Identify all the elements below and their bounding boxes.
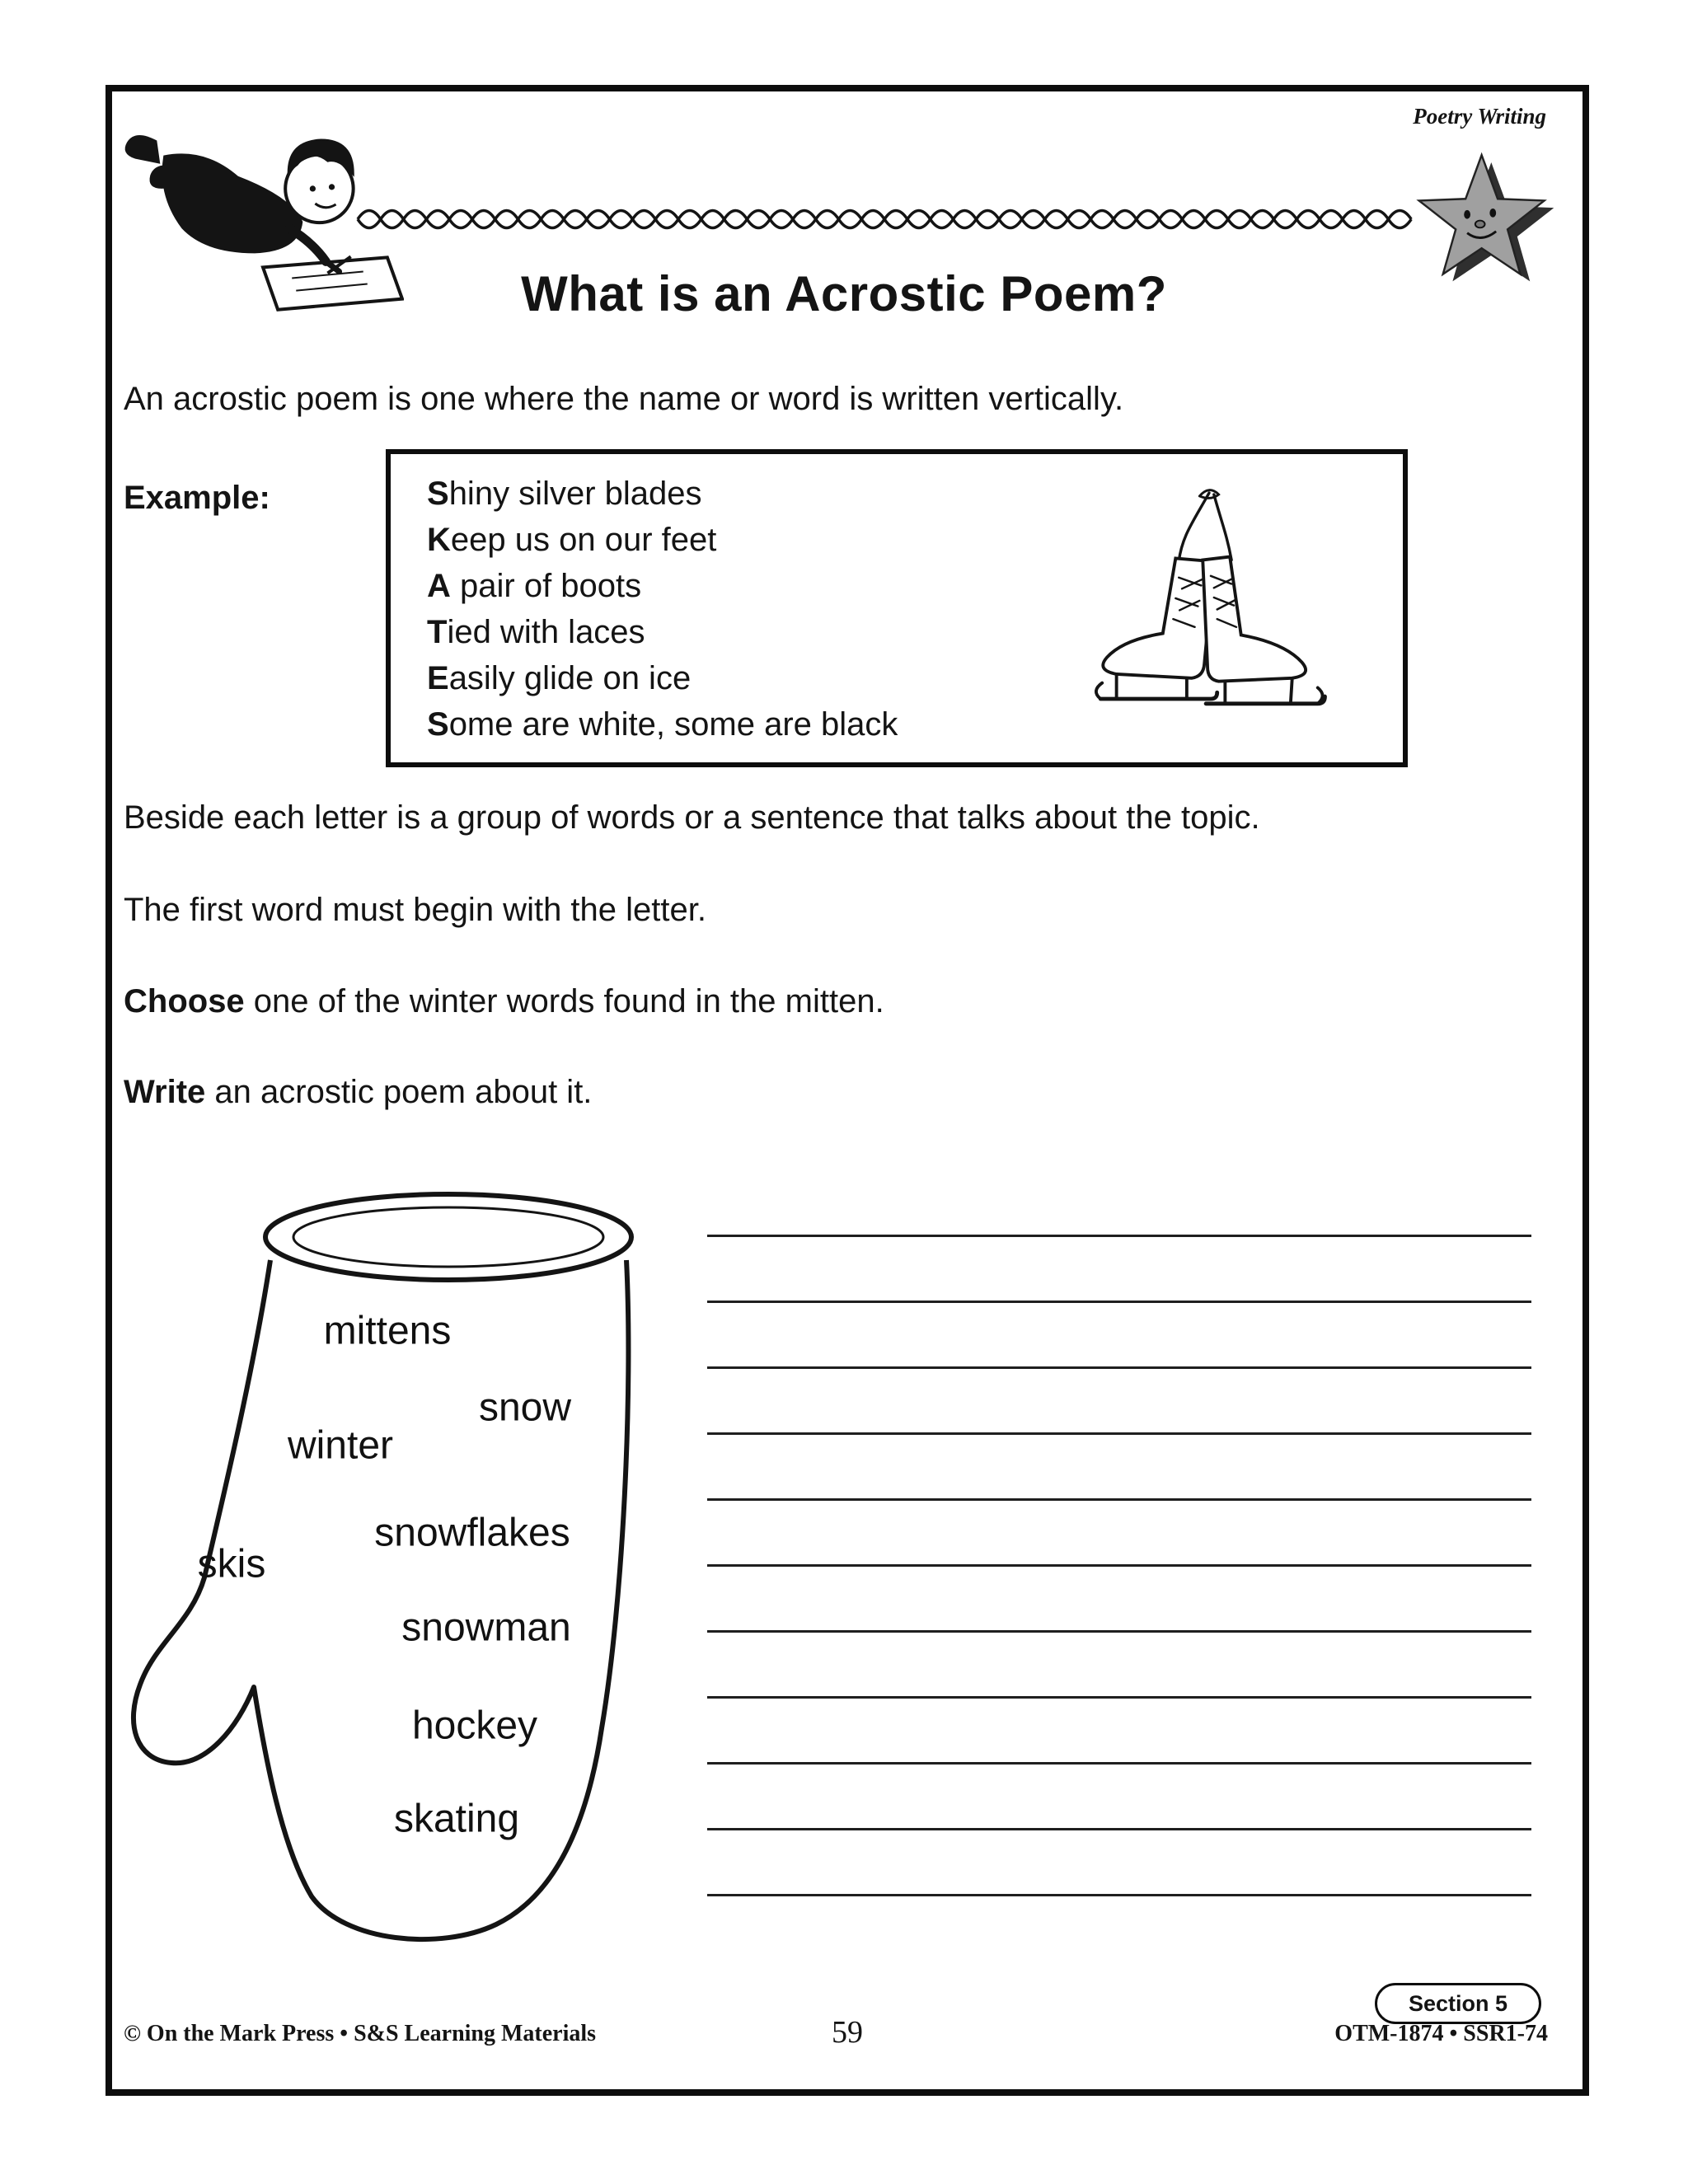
writing-line bbox=[707, 1564, 1531, 1630]
instruction-lead: Write bbox=[124, 1074, 206, 1110]
writing-lines bbox=[707, 1235, 1531, 1960]
winter-word: snowman bbox=[401, 1605, 571, 1650]
poem-line bbox=[427, 517, 898, 563]
intro-paragraph: An acrostic poem is one where the name or word is written vertically. bbox=[124, 381, 1124, 417]
instruction-text: an acrostic poem about it. bbox=[205, 1074, 593, 1110]
instruction-text: one of the winter words found in the mitten. bbox=[244, 983, 884, 1019]
page-title: What is an Acrostic Poem? bbox=[521, 266, 1167, 321]
instruction-lead: Choose bbox=[124, 983, 245, 1019]
writing-line bbox=[707, 1366, 1531, 1432]
writing-line bbox=[707, 1432, 1531, 1498]
poem-line bbox=[427, 655, 898, 701]
wavy-line-divider bbox=[354, 196, 1434, 242]
writing-line bbox=[707, 1630, 1531, 1696]
poem-line-text: asily glide on ice bbox=[448, 660, 692, 696]
writing-line bbox=[707, 1235, 1531, 1301]
instruction-text: Beside each letter is a group of words or a sentence that talks about the topic. bbox=[124, 799, 1260, 836]
poem-initial: E bbox=[427, 660, 449, 696]
poem-line-text: ome are white, some are black bbox=[448, 706, 898, 743]
section-header-label: Poetry Writing bbox=[1413, 104, 1546, 129]
winter-word: mittens bbox=[323, 1309, 452, 1353]
winter-word: snow bbox=[478, 1385, 572, 1430]
winter-word: skis bbox=[197, 1542, 266, 1586]
poem-initial: S bbox=[427, 706, 449, 743]
poem-line-text: ied with laces bbox=[447, 614, 645, 650]
catalog-code: OTM-1874 • SSR1-74 bbox=[1334, 2021, 1548, 2046]
publisher-credit: © On the Mark Press • S&S Learning Materials bbox=[124, 2021, 597, 2046]
poem-line bbox=[427, 609, 898, 655]
poem-initial: A bbox=[427, 568, 451, 604]
instruction-write bbox=[124, 1074, 592, 1111]
poem-initial: T bbox=[427, 614, 448, 650]
poem-line-text: eep us on our feet bbox=[450, 522, 717, 558]
acrostic-example-poem bbox=[427, 471, 898, 748]
winter-word: skating bbox=[393, 1797, 520, 1841]
poem-line bbox=[427, 701, 898, 748]
writing-line bbox=[707, 1828, 1531, 1894]
writing-line bbox=[707, 1696, 1531, 1762]
section-badge: Section 5 bbox=[1375, 1983, 1541, 2024]
poem-line-text: hiny silver blades bbox=[448, 476, 702, 512]
example-box bbox=[386, 449, 1408, 767]
poem-line-text: pair of boots bbox=[450, 568, 642, 604]
writing-line bbox=[707, 1762, 1531, 1828]
poem-line bbox=[427, 563, 898, 609]
example-label: Example: bbox=[124, 480, 270, 516]
writing-line bbox=[707, 1301, 1531, 1366]
poem-initial: S bbox=[427, 476, 449, 512]
instruction-text: The first word must begin with the letter. bbox=[124, 892, 706, 928]
instruction-first-word bbox=[124, 892, 706, 929]
winter-word: winter bbox=[287, 1423, 394, 1468]
writing-line bbox=[707, 1894, 1531, 1960]
page-number: 59 bbox=[832, 2015, 863, 2050]
writing-line bbox=[707, 1498, 1531, 1564]
mitten-word-bank bbox=[124, 1177, 701, 1961]
poem-line bbox=[427, 471, 898, 517]
ice-skates-illustration bbox=[1081, 467, 1337, 752]
poem-initial: K bbox=[427, 522, 451, 558]
instruction-choose bbox=[124, 983, 884, 1020]
winter-word: hockey bbox=[411, 1704, 538, 1748]
instruction-beside bbox=[124, 799, 1260, 837]
winter-word: snowflakes bbox=[374, 1511, 570, 1555]
